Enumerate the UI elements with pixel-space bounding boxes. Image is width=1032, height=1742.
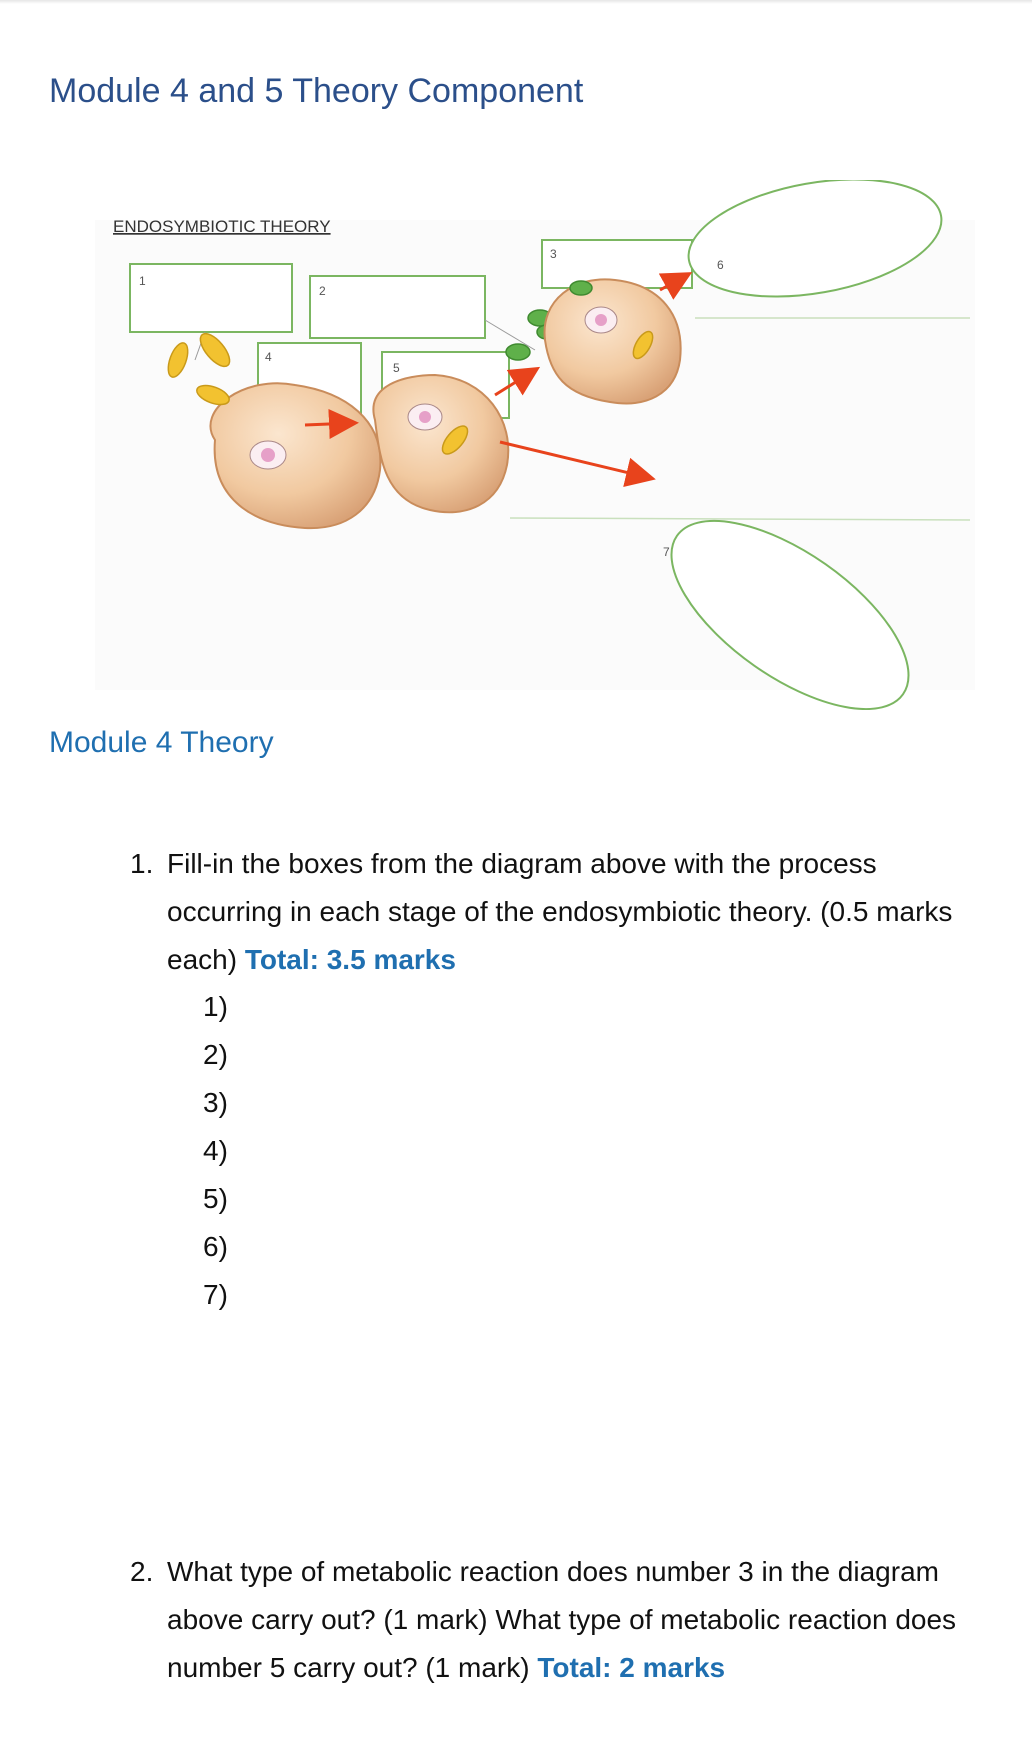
answer-item: 5) [203,1183,228,1214]
answer-item: 4) [203,1135,228,1166]
label-box-1-number: 1 [139,274,146,288]
nucleolus-1 [261,448,275,462]
page-top-shadow [0,0,1032,4]
answer-item: 2) [203,1039,228,1070]
question-2-text: What type of metabolic reaction does number 3 in the diagram above carry out? (1 mark) What type of metabolic reaction does number 5 carry out? (1 mark) [167,1556,957,1683]
question-2-body [130,1548,970,1692]
label-box-1 [130,264,292,332]
host-cell-3 [545,279,681,403]
question-1 [130,840,970,984]
answer-item: 3) [203,1087,228,1118]
label-box-5-number: 5 [393,361,400,375]
label-box-2-number: 2 [319,284,326,298]
label-ellipse-7-number: 7 [663,545,670,559]
answer-item: 7) [203,1279,228,1310]
question-1-number: 1. [130,848,154,879]
section-title: Module 4 Theory [49,726,274,759]
question-1-body [130,840,970,984]
label-ellipse-6-number: 6 [717,258,724,272]
endosymbiotic-diagram [95,180,975,710]
nucleolus-2 [419,411,431,423]
answer-list [203,983,228,1319]
diagram-title: ENDOSYMBIOTIC THEORY [113,217,331,236]
question-2-total: Total: 2 marks [537,1652,726,1683]
question-2 [130,1548,970,1692]
label-box-2 [310,276,485,338]
label-box-4-number: 4 [265,350,272,364]
arrow-stage-1-to-2 [305,423,353,425]
answer-item: 6) [203,1231,228,1262]
question-2-number: 2. [130,1556,154,1587]
document-title: Module 4 and 5 Theory Component [49,72,584,110]
nucleolus-3 [595,314,607,326]
label-box-3-number: 3 [550,247,557,261]
question-1-total: Total: 3.5 marks [244,944,456,975]
question-1-text: Fill-in the boxes from the diagram above with the process occurring in each stage of the endosymbiotic theory. (0.5 marks each) [167,848,953,975]
engulfed-chloroplast [570,281,592,295]
answer-item: 1) [203,991,228,1022]
